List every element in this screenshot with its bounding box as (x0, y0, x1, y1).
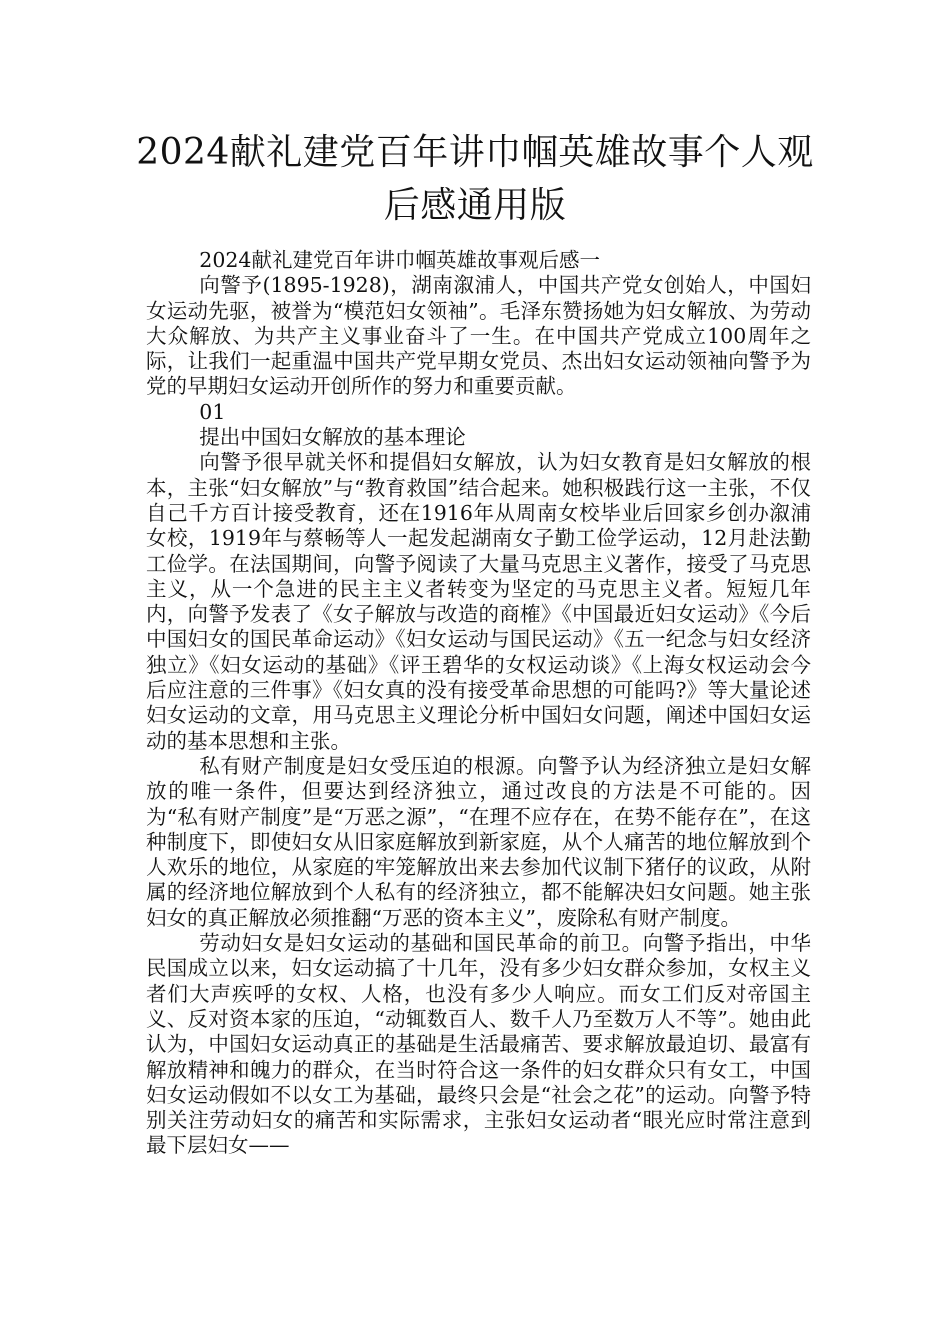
title-line-1: 2024献礼建党百年讲巾帼英雄故事个人观 (136, 132, 814, 173)
paragraph-1: 向警予很早就关怀和提倡妇女解放，认为妇女教育是妇女解放的根本，主张“妇女解放”与“教育救国”结合起来。她积极践行这一主张，不仅自己千方百计接受教育，还在1916年从周南女校毕业后回家乡创办溆浦女校，1919年与蔡畅等人一起发起湖南女子勤工俭学运动，12月赴法勤工俭学。在法国期间，向警予阅读了大量马克思主义著作，接受了马克思主义，从一个急进的民主主义者转变为坚定的马克思主义者。短短几年内，向警予发表了《女子解放与改造的商榷》《中国最近妇女运动》《今后中国妇女的国民革命运动》《妇女运动与国民运动》《五一纪念与妇女经济独立》《妇女运动的基础》《评王碧华的女权运动谈》《上海女权运动会今后应注意的三件事》《妇女真的没有接受革命思想的可能吗?》等大量论述妇女运动的文章，用马克思主义理论分析中国妇女问题，阐述中国妇女运动的基本思想和主张。 (146, 450, 811, 753)
document-title (130, 126, 820, 232)
title-line-2: 后感通用版 (383, 185, 567, 226)
paragraph-3: 劳动妇女是妇女运动的基础和国民革命的前卫。向警予指出，中华民国成立以来，妇女运动搞了十几年，没有多少妇女群众参加，女权主义者们大声疾呼的女权、人格，也没有多少人响应。而女工们反对帝国主义、反对资本家的压迫，“动辄数百人、数千人乃至数万人不等”。她由此认为，中国妇女运动真正的基础是生活最痛苦、要求解放最迫切、最富有解放精神和魄力的群众，在当时符合这一条件的妇女群众只有女工，中国妇女运动假如不以女工为基础，最终只会是“社会之花”的运动。向警予特别关注劳动妇女的痛苦和实际需求，主张妇女运动者“眼光应时常注意到最下层妇女—— (146, 931, 811, 1158)
subheading: 提出中国妇女解放的基本理论 (199, 425, 466, 450)
paragraph-intro: 向警予(1895-1928)，湖南溆浦人，中国共产党女创始人，中国妇女运动先驱，被誉为“模范妇女领袖”。毛泽东赞扬她为妇女解放、为劳动大众解放、为共产主义事业奋斗了一生。在中国共产党成立100周年之际，让我们一起重温中国共产党早期女党员、杰出妇女运动领袖向警予为党的早期妇女运动开创所作的努力和重要贡献。 (146, 273, 811, 399)
section-heading: 2024献礼建党百年讲巾帼英雄故事观后感一 (199, 248, 600, 272)
paragraph-2: 私有财产制度是妇女受压迫的根源。向警予认为经济独立是妇女解放的唯一条件，但要达到经济独立，通过改良的方法是不可能的。因为“私有财产制度”是“万恶之源”，“在理不应存在，在势不能存在”，在这种制度下，即使妇女从旧家庭解放到新家庭，从个人痛苦的地位解放到个人欢乐的地位，从家庭的牢笼解放出来去参加代议制下猪仔的议政，从附属的经济地位解放到个人私有的经济独立，都不能解决妇女问题。她主张妇女的真正解放必须推翻“万恶的资本主义”，废除私有财产制度。 (146, 753, 811, 930)
document-body (146, 248, 811, 1159)
section-number: 01 (199, 399, 226, 424)
